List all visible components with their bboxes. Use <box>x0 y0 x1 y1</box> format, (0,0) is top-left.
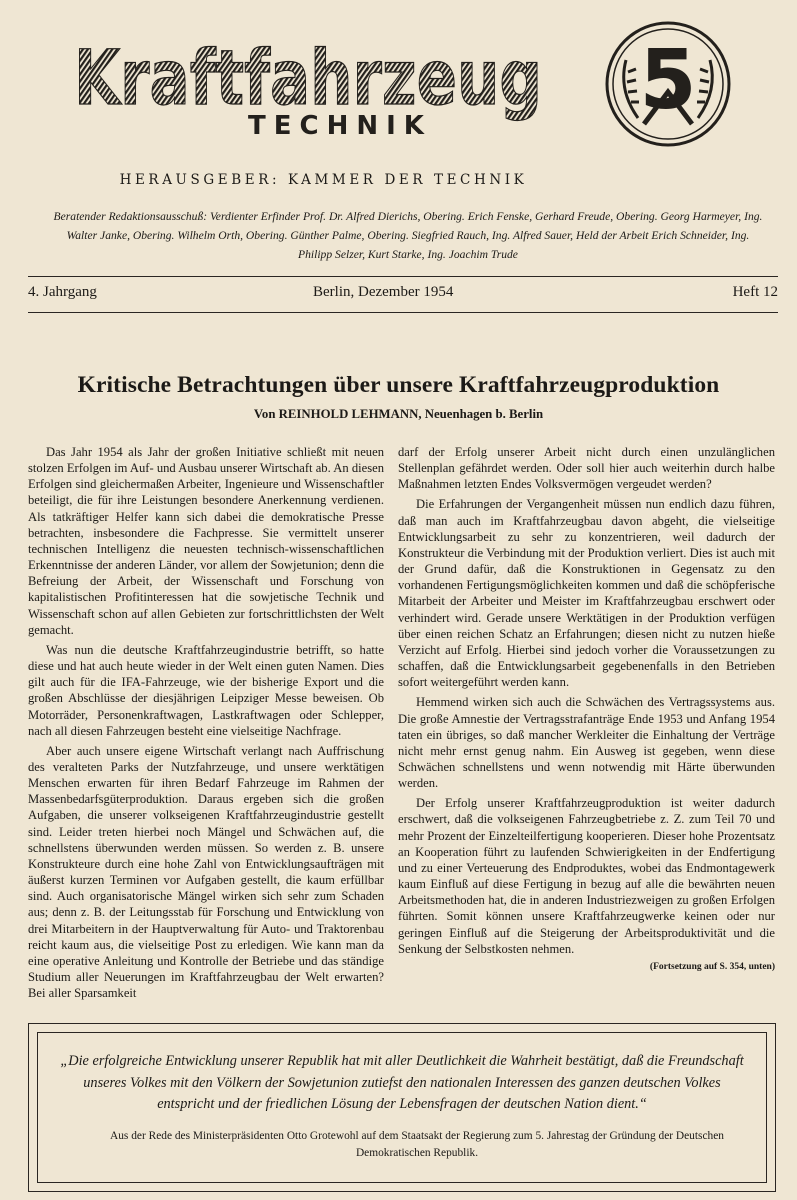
masthead-title: Kraftfahrzeug <box>74 38 542 122</box>
article-column-left <box>28 444 384 1005</box>
issue-number: Heft 12 <box>732 284 778 300</box>
rule-top <box>28 276 778 277</box>
masthead-logo <box>70 38 550 138</box>
article-column-right <box>398 444 775 975</box>
masthead-subtitle: TECHNIK <box>248 111 432 138</box>
emblem-numeral: 5 <box>639 33 697 128</box>
quote-box <box>28 1023 776 1192</box>
article-paragraph: Aber auch unsere eigene Wirtschaft verlangt nach Auffrischung des veralteten Parks der Nutzfahrzeuge, und unsere werktätigen Menschen erwarten für ihren Bedarf Fahrzeuge im Rahmen der Massenbedarfsgüterproduktion. Daraus ergeben sich die großen Aufgaben, die unserer volkseigenen Kraftfahrzeugindustrie gestellt sind. Leider treten hierbei noch Mängel und Schwächen auf, die schnellstens überwunden werden müssen. So werden z. B. unsere Konstrukteure durch eine hohe Zahl von Entwicklungsaufträgen mit äußerst kurzen Terminen vor Aufgaben gestellt, die kaum erfüllbar sind. Auch organisatorische Mängel wirken sich sehr zum Schaden aus; denn z. B. der Leitungsstab für Forschung und Entwicklung von drei Mitarbeitern in der Hauptverwaltung für Auto- und Traktorenbau reicht kaum aus, die vielseitige Post zu erledigen. Wie kann man da eine operative Anleitung und Kontrolle der Betriebe und das ständige Studium aller Neuerungen im Kraftfahrzeugbau der Welt erwarten? Bei aller Sparsamkeit <box>28 743 384 1001</box>
article-paragraph: darf der Erfolg unserer Arbeit nicht durch einen unzulänglichen Stellenplan gefährdet werden. Oder soll hier auch weiterhin durch halbe Maßnahmen letzten Endes Volksvermögen vergeudet werden? <box>398 445 775 492</box>
issue-volume: 4. Jahrgang <box>28 284 97 300</box>
issue-line <box>28 284 778 306</box>
issue-place-date: Berlin, Dezember 1954 <box>313 284 454 300</box>
quote-source: Aus der Rede des Ministerpräsidenten Otto Grotewohl auf dem Staatsakt der Regierung zum 5. Jahrestag der Gründung der Deutschen Demokratischen Republik. <box>110 1130 724 1159</box>
article-paragraph: Die Erfahrungen der Vergangenheit müssen nun endlich dazu führen, daß man auch im Kraftfahrzeugbau davon abgeht, die vielseitige Entwicklungsarbeit zu sehr zu konzentrieren, weil dadurch der Konstrukteur die Verbindung mit der Produktion verliert. Dies ist auch mit der Grund dafür, daß die Konstruktionen in Gegensatz zu den vorhandenen Fertigungsmöglichkeiten kommen und daß die schöpferische Mitarbeit der Arbeiter und Meister im Kraftfahrzeugbau erschwert oder verhindert wird. Gerade unsere Werktätigen in der Produktion verfügen über einen reichen Schatz an Erfahrungen; diesen nicht zu nutzen hieße Verzicht auf Erfolg. Hierbei sind jedoch vorher die Voraussetzungen zu schaffen, daß die Entwicklungsarbeit gegebenenfalls in den Betrieben sofort weitergeführt werden kann. <box>398 497 775 690</box>
emblem-5-icon <box>604 20 732 148</box>
continuation-note: (Fortsetzung auf S. 354, unten) <box>649 961 775 972</box>
article-byline: Von REINHOLD LEHMANN, Neuenhagen b. Berlin <box>253 407 544 421</box>
article-title: Kritische Betrachtungen über unsere Kraftfahrzeugproduktion <box>77 372 720 398</box>
article-paragraph: Was nun die deutsche Kraftfahrzeugindustrie betrifft, so hatte diese und hat auch heute wieder in der Welt einen guten Namen. Dies gilt auch für die IFA-Fahrzeuge, wie der bisherige Export und die großen Abschlüsse der diesjährigen Leipziger Messe beweisen. Ob Motorräder, Personenkraftwagen, Lastkraftwagen oder Schlepper, nach all diesen Fahrzeugen besteht eine vielseitige Nachfrage. <box>28 642 384 738</box>
rule-bottom <box>28 312 778 313</box>
article-paragraph: Der Erfolg unserer Kraftfahrzeugproduktion ist weiter dadurch erschwert, daß die volkseigenen Fahrzeugbetriebe z. Z. zum Teil 70 und mehr Prozent der Einzelteilfertigung kooperieren. Dieser hohe Prozentsatz an Kooperation führt zu laufenden Schwierigkeiten in der Endfertigung und zu einer Verteuerung des Endproduktes, wobei das Endmontagewerk kaum Einfluß auf diese Fertigung in bezug auf alle die bewährten neuen Arbeitsmethoden hat, die in anderen Industriezweigen zu großen Erfolgen führten. Somit können unsere Kraftfahrzeugwerke keinen oder nur geringen Einfluß auf die Steigerung der Arbeitsproduktivität und die Senkung der Selbstkosten nehmen. <box>398 796 775 956</box>
quote-box-inner <box>37 1032 767 1183</box>
quote-text: „Die erfolgreiche Entwicklung unserer Republik hat mit aller Deutlichkeit die Wahrheit bestätigt, daß die Freundschaft unseres Volkes mit den Völkern der Sowjetunion zutiefst den nationalen Interessen des ganzen deutschen Volkes entspricht und der friedlichen Lösung der Lebensfragen der deutschen Nation dient.“ <box>60 1053 744 1112</box>
article-paragraph: Hemmend wirken sich auch die Schwächen des Vertragssystems aus. Die große Amnestie der Vertragsstrafanträge Ende 1953 und Anfang 1954 taten ein übriges, so daß mancher Werkleiter die Einhaltung der Verträge nicht mehr ernst genug nahm. Ein Ausweg ist gegeben, wenn diese Schwächen schnellstens und wenn notwendig mit Härte überwunden werden. <box>398 695 775 791</box>
publisher-text: HERAUSGEBER: KAMMER DER TECHNIK <box>119 172 528 188</box>
editorial-board: Beratender Redaktionsausschuß: Verdienter Erfinder Prof. Dr. Alfred Dierichs, Obering. Erich Fenske, Gerhard Freude, Obering. Georg Harmeyer, Ing. Walter Janke, Obering. Wilhelm Orth, Obering. Günther Palme, Obering. Siegfried Rauch, Ing. Alfred Sauer, Held der Arbeit Erich Schneider, Ing. Philipp Selzer, Kurt Starke, Ing. Joachim Trude <box>53 210 763 261</box>
publisher-line <box>0 172 797 188</box>
article-paragraph: Das Jahr 1954 als Jahr der großen Initiative schließt mit neuen stolzen Erfolgen im Auf- und Ausbau unserer Wirtschaft ab. An diesen Erfolgen sind gleichermaßen Arbeiter, Ingenieure und Wissenschaftler beteiligt, die für ihre Leistungen besondere Anerkennung verdienen. Als tatkräftiger Helfer kann sich dabei die demokratische Presse betrachten, insbesondere die Fachpresse. Sie vermittelt unserer technischen Intelligenz die neuesten technisch-wissenschaftlichen Erkenntnisse der anderen Länder, vor allem der Sowjetunion; denn die Befreiung der Arbeit, der Wissenschaft und Forschung von kapitalistischen Profitinteressen hat die sowjetische Technik und Wissenschaft schon auf allen Gebieten zur fortschrittlichsten der Welt gemacht. <box>28 445 384 637</box>
